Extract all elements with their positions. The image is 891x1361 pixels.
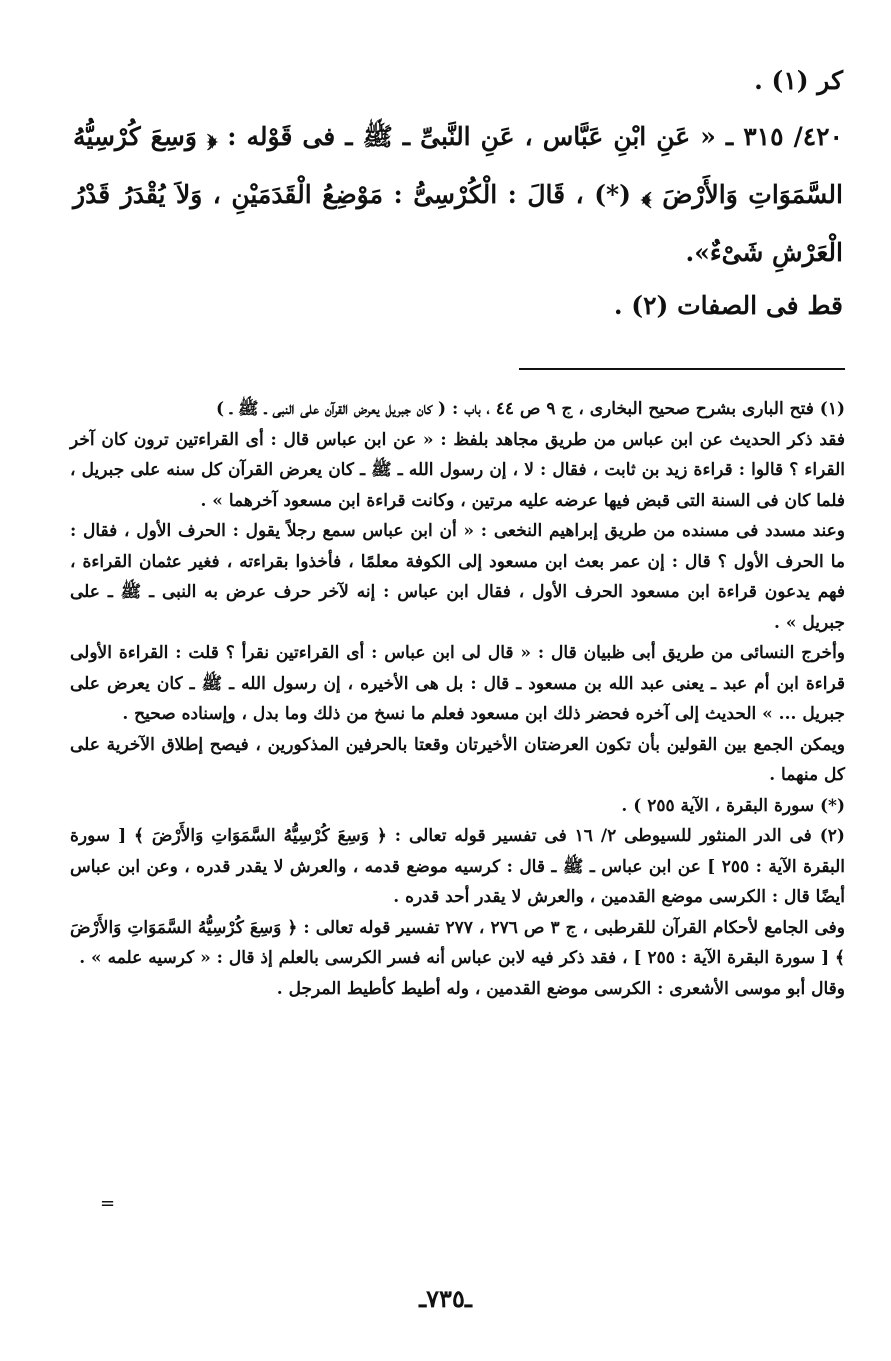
- source-text: قط فى الصفات (٢) .: [613, 291, 843, 320]
- page-number: ـ٧٣٥ـ: [419, 1284, 472, 1313]
- fragment-text: كر (١) .: [754, 66, 843, 95]
- footnote-2-para-1: (٢) فى الدر المنثور للسيوطى ٢/ ١٦ فى تفسير قوله تعالى : ﴿ وَسِعَ كُرْسِيُّهُ السَّمَوَاتِ وَالأَرْضَ ﴾ [ سورة البقرة الآية : ٢٥٥ ] عن ابن عباس ـ ﷺ ـ قال : كرسيه موضع قدمه ، والعرش لا يقدر قدره ، وعن ابن عباس أيضًا قال : الكرسى موضع القدمين ، والعرش لا يقدر أحد قدره .: [70, 826, 846, 907]
- footnotes: [70, 394, 845, 1004]
- footnote-2-para-3: وقال أبو موسى الأشعرى : الكرسى موضع القدمين ، وله أطيط كأطيط المرجل .: [276, 978, 845, 999]
- footnote-1-para-3: وأخرج النسائى من طريق أبى ظبيان قال : « قال لى ابن عباس : أى القراءتين نقرأ ؟ قلت : القراءة الأولى قراءة ابن أم عبد ـ يعنى عبد الله بن مسعود ـ قال : بل هى الأخيره ، إن رسول الله ـ ﷺ ـ كان يعرض على جبريل ... » الحديث إلى آخره فحضر ذلك ابن مسعود فعلم ما نسخ من ذلك وما بدل ، وإسناده صحيح .: [70, 643, 846, 724]
- footnote-1-para-4: ويمكن الجمع بين القولين بأن تكون العرضتان الأخيرتان وقعتا بالحرفين المذكورين ، فيصح إطلاق الآخرية على كل منهما .: [70, 734, 845, 785]
- footnote-1-heading: (١) فتح البارى بشرح صحيح البخارى ، ج ٩ ص ٤٤ ، باب : ( كان جبريل يعرض القرآن على النبى ـ ﷺ ـ ): [215, 399, 845, 419]
- previous-entry-fragment: [73, 58, 843, 103]
- footnote-1-para-2: وعند مسدد فى مسنده من طريق إبراهيم النخعى : « أن ابن عباس سمع رجلاً يقول : الحرف الأول ، فقال : ما الحرف الأول ؟ قال : إن عمر بعث ابن مسعود إلى الكوفة معلمًا ، فأخذوا بقراءته ، فغير عثمان القراءة ، فهم يدعون قراءة ابن مسعود الحرف الأول ، فقال ابن عباس : إنه لآخر حرف عرض به النبى ـ ﷺ ـ على جبريل » .: [70, 521, 845, 633]
- hadith-source: [73, 283, 843, 328]
- hadith-text: ٤٢٠/ ٣١٥ ـ « عَنِ ابْنِ عَبَّاس ، عَنِ النَّبىِّ ـ ﷺ ـ فى قَوْله : ﴿ وَسِعَ كُرْسِيُّهُ السَّمَوَاتِ وَالأَرْضَ ﴾ (*) ، قَالَ : الْكُرْسِىُّ : مَوْضِعُ الْقَدَمَيْنِ ، وَلاَ يُقْدَرُ قَدْرُ الْعَرْشِ شَىْءٌ».: [73, 122, 843, 267]
- footnote-divider: [519, 368, 845, 370]
- footnote-1-para-1: فقد ذكر الحديث عن ابن عباس من طريق مجاهد بلفظ : « عن ابن عباس قال : أى القراءتين ترون كان آخر القراء ؟ قالوا : قراءة زيد بن ثابت ، فقال : لا ، إن رسول الله ـ ﷺ ـ كان يعرض القرآن كل سنه على جبريل ، فلما كان فى السنة التى قبض فيها عرضه عليه مرتين ، وكانت قراءة ابن مسعود آخرهما » .: [70, 429, 845, 511]
- hadith-entry: [73, 108, 843, 282]
- continuation-mark: =: [100, 1193, 116, 1214]
- footnote-2-para-2: وفى الجامع لأحكام القرآن للقرطبى ، ج ٣ ص ٢٧٦ ، ٢٧٧ تفسير قوله تعالى : ﴿ وَسِعَ كُرْسِيُّهُ السَّمَوَاتِ وَالأَرْضَ ﴾ [ سورة البقرة الآية : ٢٥٥ ] ، فقد ذكر فيه لابن عباس أنه فسر الكرسى بالعلم إذ قال : « كرسيه علمه » .: [70, 917, 846, 968]
- footnote-star: (*) سورة البقرة ، الآية ٢٥٥ ) .: [621, 795, 845, 816]
